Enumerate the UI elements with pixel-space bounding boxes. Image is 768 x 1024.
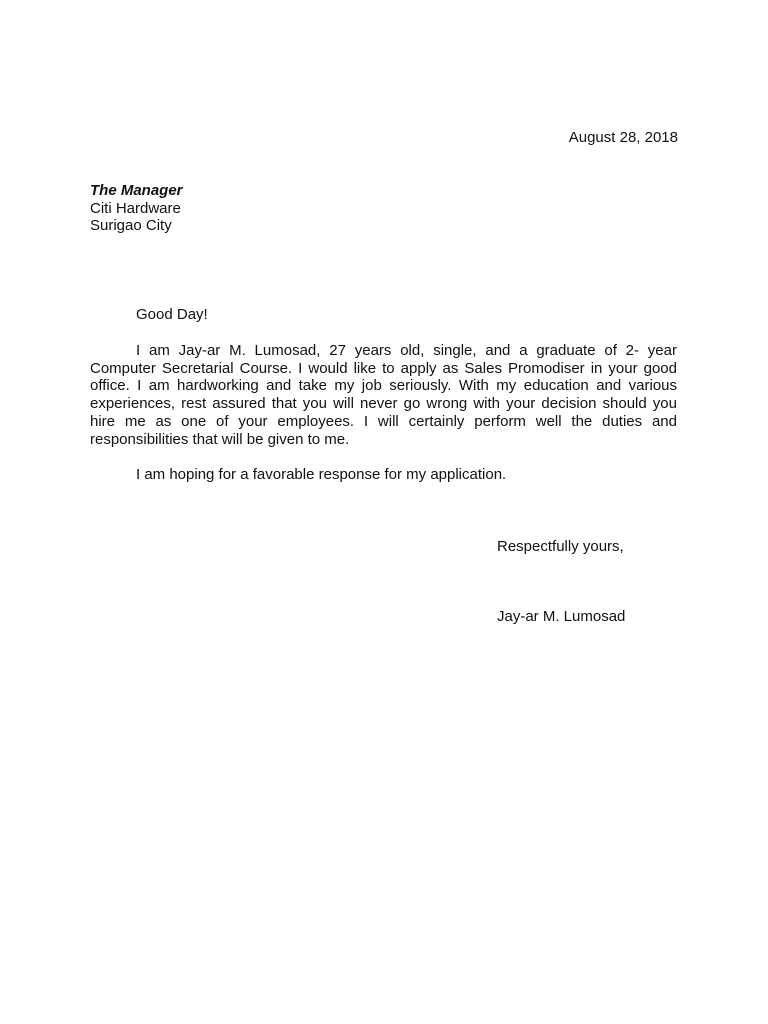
letter-date: August 28, 2018	[568, 129, 678, 146]
body-paragraph: I am Jay-ar M. Lumosad, 27 years old, single, and a graduate of 2- year Computer Secretarial Course. I would like to apply as Sales Promodiser in your good office. I am hardworking and take my job seriously. With my education and various experiences, rest assured that you will never go wrong with your decision should you hire me as one of your employees. I will certainly perform well the duties and responsibilities that will be given to me.	[90, 342, 677, 448]
closing-paragraph: I am hoping for a favorable response for my application.	[136, 466, 507, 483]
recipient-title: The Manager	[90, 182, 183, 199]
signoff: Respectfully yours,	[497, 538, 624, 555]
signature-name: Jay-ar M. Lumosad	[497, 608, 626, 625]
recipient-city: Surigao City	[90, 217, 172, 235]
greeting: Good Day!	[136, 306, 208, 323]
recipient-block	[90, 182, 183, 235]
recipient-company: Citi Hardware	[90, 199, 181, 217]
